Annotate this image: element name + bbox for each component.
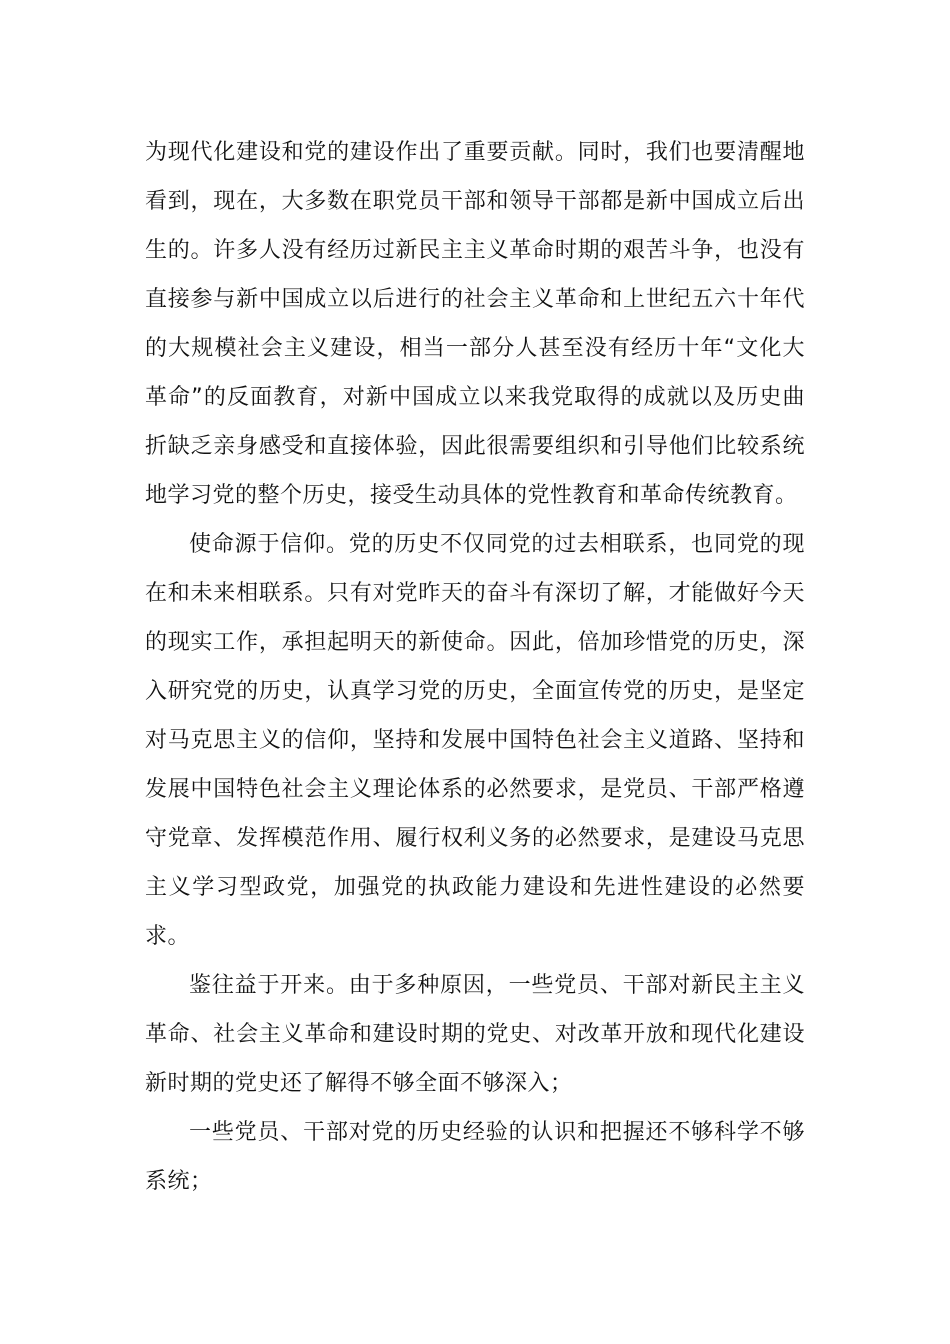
body-text — [145, 128, 805, 1206]
paragraph-lessons: 鉴往益于开来。由于多种原因，一些党员、干部对新民主主义革命、社会主义革命和建设时期的党史、对改革开放和现代化建设新时期的党史还了解得不够全面不够深入； — [145, 973, 805, 1096]
paragraph-continuation: 为现代化建设和党的建设作出了重要贡献。同时，我们也要清醒地看到，现在，大多数在职党员干部和领导干部都是新中国成立后出生的。许多人没有经历过新民主主义革命时期的艰苦斗争，也没有直接参与新中国成立以后进行的社会主义革命和上世纪五六十年代的大规模社会主义建设，相当一部分人甚至没有经历十年“文化大革命”的反面教育，对新中国成立以来我党取得的成就以及历史曲折缺乏亲身感受和直接体验，因此很需要组织和引导他们比较系统地学习党的整个历史，接受生动具体的党性教育和革命传统教育。 — [145, 140, 805, 508]
paragraph-mission: 使命源于信仰。党的历史不仅同党的过去相联系，也同党的现在和未来相联系。只有对党昨天的奋斗有深切了解，才能做好今天的现实工作，承担起明天的新使命。因此，倍加珍惜党的历史，深入研究党的历史，认真学习党的历史，全面宣传党的历史，是坚定对马克思主义的信仰，坚持和发展中国特色社会主义道路、坚持和发展中国特色社会主义理论体系的必然要求，是党员、干部严格遵守党章、发挥模范作用、履行权利义务的必然要求，是建设马克思主义学习型政党，加强党的执政能力建设和先进性建设的必然要求。 — [145, 532, 805, 949]
paragraph-experience: 一些党员、干部对党的历史经验的认识和把握还不够科学不够系统； — [145, 1120, 805, 1194]
